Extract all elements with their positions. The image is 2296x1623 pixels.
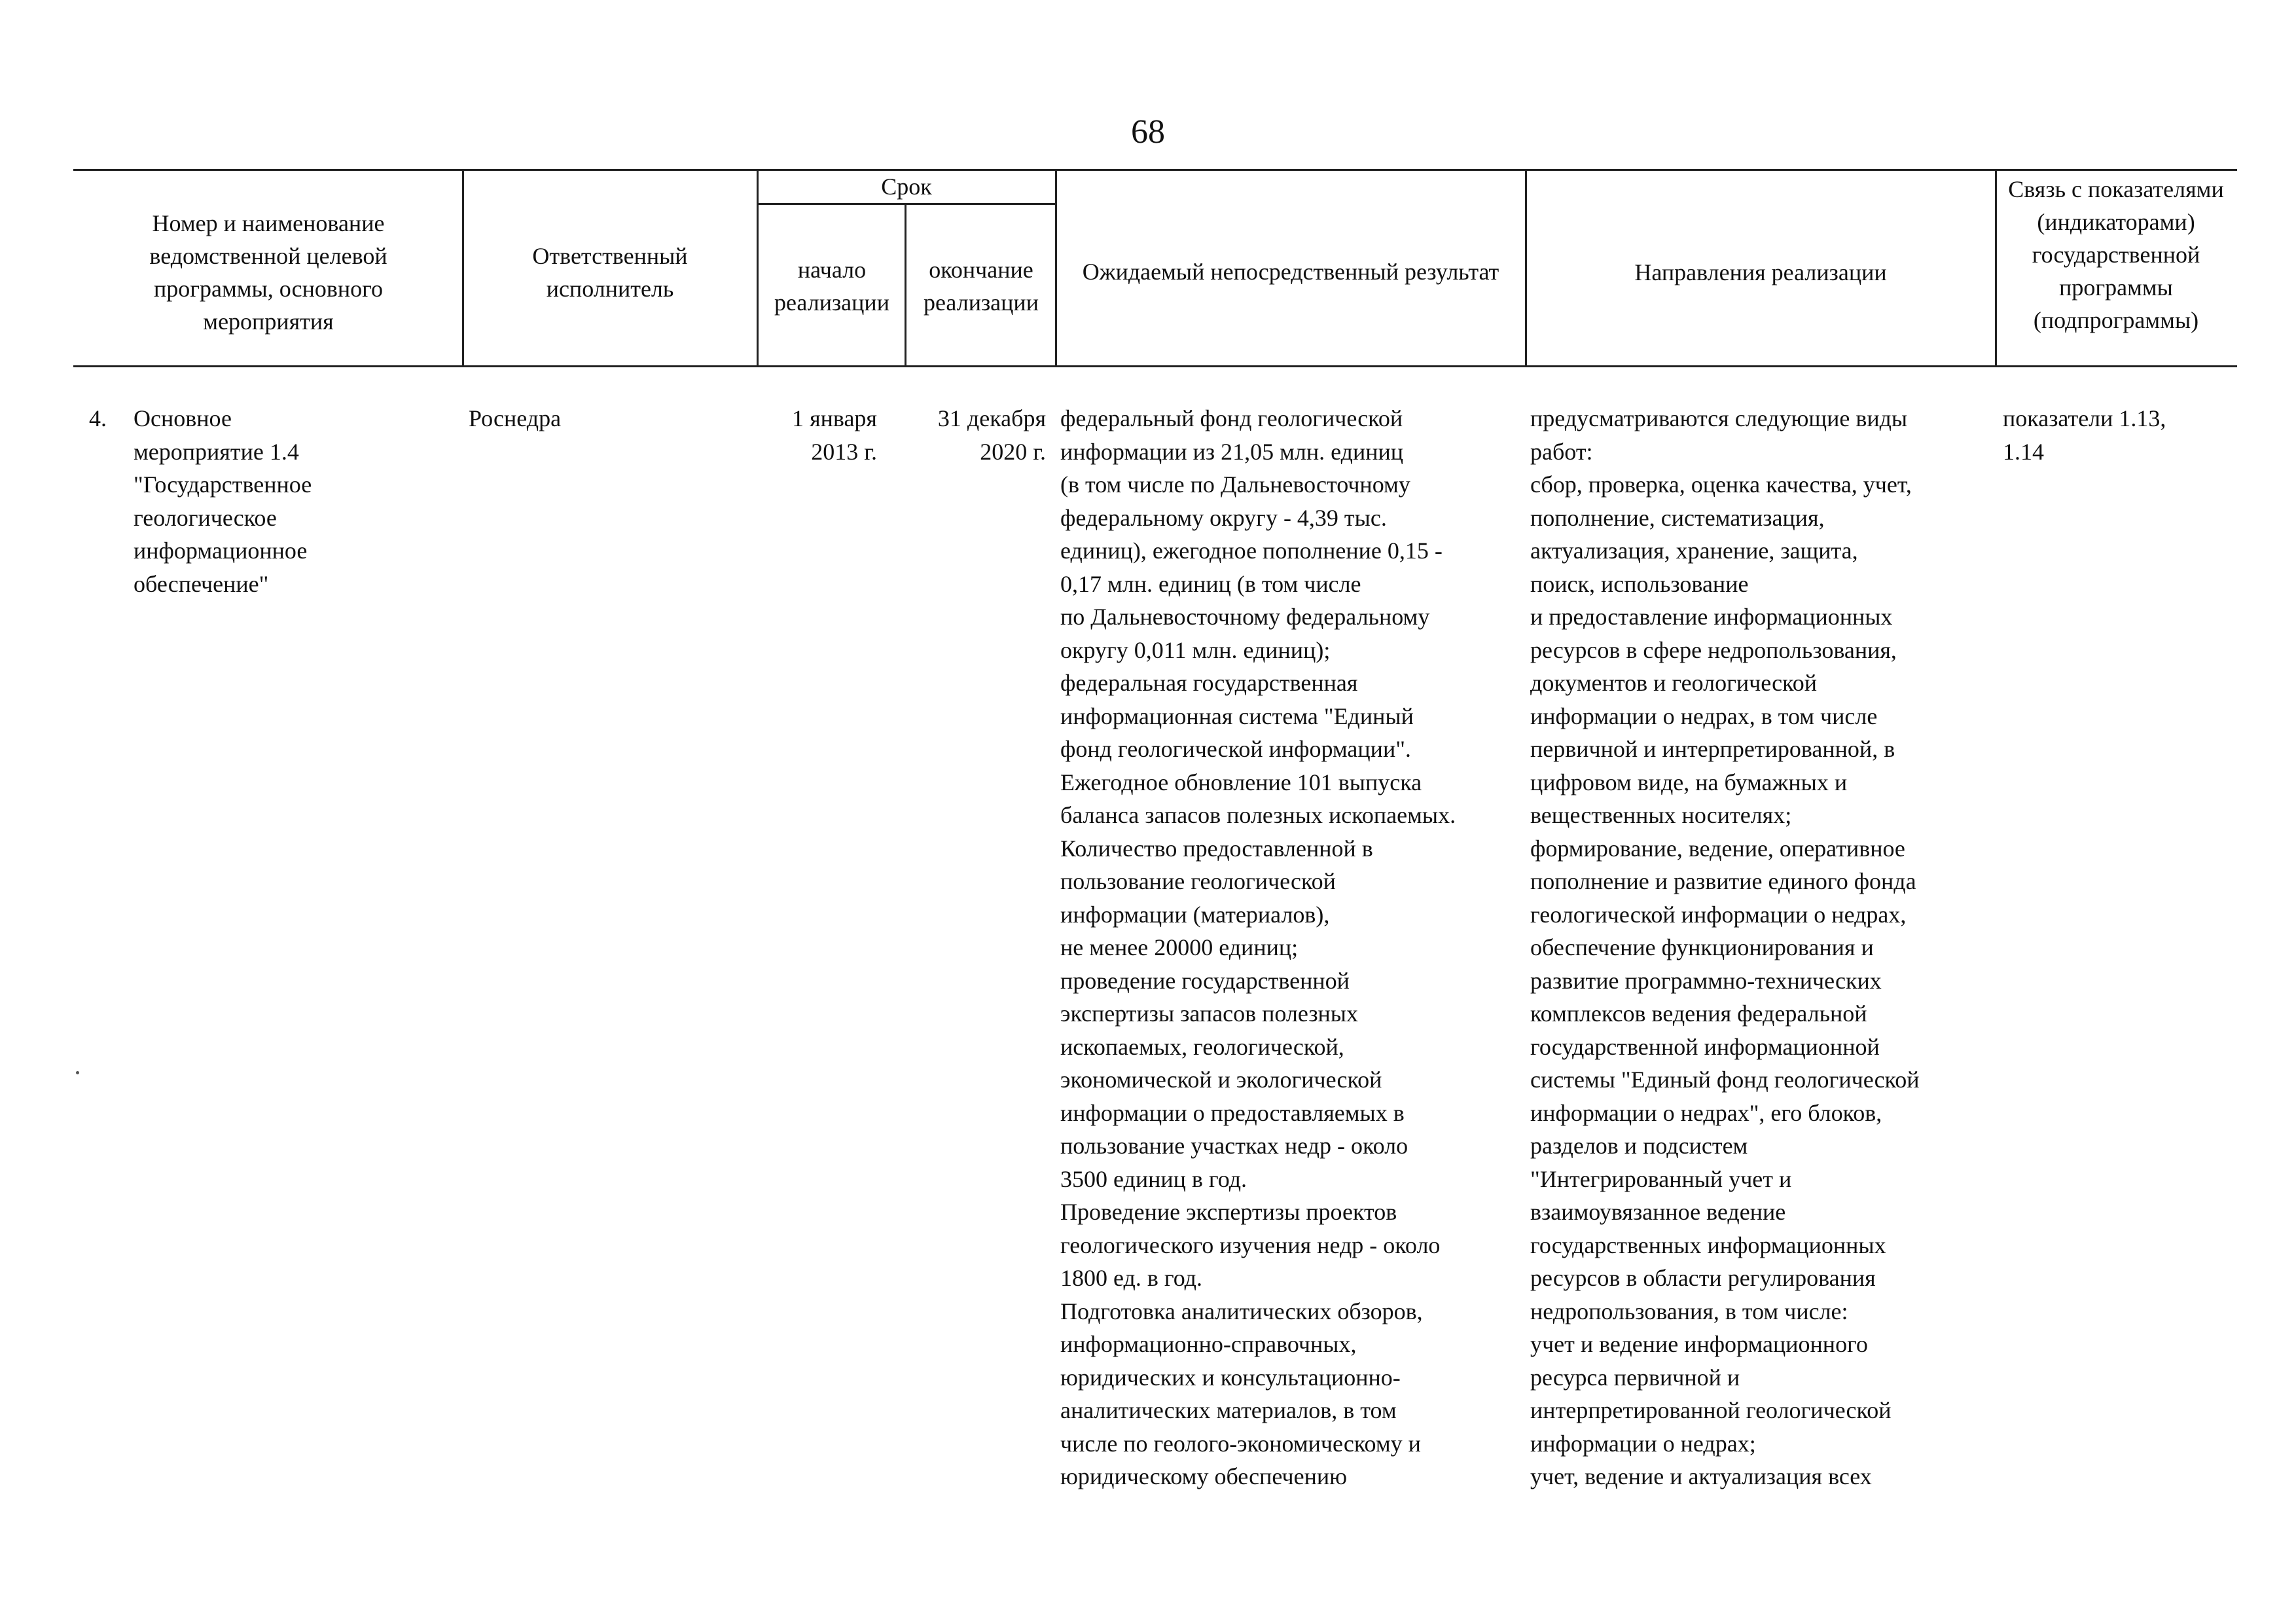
column-divider — [905, 203, 906, 367]
row-number: 4. — [89, 405, 107, 431]
header-expected-result: Ожидаемый непосредственный результат — [1082, 259, 1499, 285]
page-number: 68 — [1131, 113, 1165, 151]
expected-result: федеральный фонд геологической информации из 21,05 млн. единиц (в том числе по Дальневосточному федеральному округу - 4,39 тыс. единиц), ежегодное пополнение 0,15 - 0,17 млн. единиц (в том числе по Дальневосточному федеральному округу 0,011 млн. единиц); федеральная государственная информационная система "Единый фонд геологической информации". Ежегодное обновление 101 выпуска баланса запасов полезных ископаемых. Количество предоставленной в пользование геологической информации (материалов), не менее 20000 единиц; проведение государственной экспертизы запасов полезных ископаемых, геологической, экономической и экологической информации о предоставляемых в пользование участках недр - около 3500 единиц в год. Проведение экспертизы проектов геологического изучения недр - около 1800 ед. в год. Подготовка аналитических обзоров, информационно-справочных, юридических и консультационно- аналитических материалов, в том числе по геолого-экономическому и юридическому обеспечению — [1060, 405, 1456, 1489]
executor: Роснедра — [469, 405, 562, 431]
column-divider — [1525, 169, 1527, 367]
column-divider — [1995, 169, 1997, 367]
header-indicators: Связь с показателями (индикаторами) государственной программы (подпрограммы) — [2008, 176, 2224, 333]
indicators: показатели 1.13, 1.14 — [2003, 405, 2166, 465]
end-date: 31 декабря 2020 г. — [937, 405, 1046, 465]
header-start: начало реализации — [774, 257, 889, 316]
header-bottom-border — [73, 365, 2237, 367]
scan-speck — [76, 1071, 79, 1074]
table-top-border — [73, 169, 2237, 171]
header-end: окончание реализации — [924, 257, 1039, 316]
implementation-directions: предусматриваются следующие виды работ: сбор, проверка, оценка качества, учет, пополнение, систематизация, актуализация, хранение, защита, поиск, использование и предоставление информационных ресурсов в сфере недропользования, документов и геологической информации о недрах, в том числе первичной и интерпретированной, в цифровом виде, на бумажных и вещественных носителях; формирование, ведение, оперативное пополнение и развитие единого фонда геологической информации о недрах, обеспечение функционирования и развитие программно-технических комплексов ведения федеральной государственной информационной системы "Единый фонд геологической информации о недрах", его блоков, разделов и подсистем "Интегрированный учет и взаимоувязанное ведение государственных информационных ресурсов в области регулирования недропользования, в том числе: учет и ведение информационного ресурса первичной и интерпретированной геологической информации о недрах; учет, ведение и актуализация всех — [1530, 405, 1920, 1489]
start-date: 1 января 2013 г. — [792, 405, 877, 465]
column-divider — [757, 169, 759, 367]
header-srok: Срок — [881, 173, 932, 200]
header-directions: Направления реализации — [1634, 259, 1887, 285]
column-divider — [462, 169, 464, 367]
program-name: Основное мероприятие 1.4 "Государственное геологическое информационное обеспечение" — [134, 405, 312, 597]
column-divider — [1055, 169, 1057, 367]
header-program-name: Номер и наименование ведомственной целевой программы, основного мероприятия — [149, 210, 387, 335]
header-executor: Ответственный исполнитель — [532, 243, 688, 302]
